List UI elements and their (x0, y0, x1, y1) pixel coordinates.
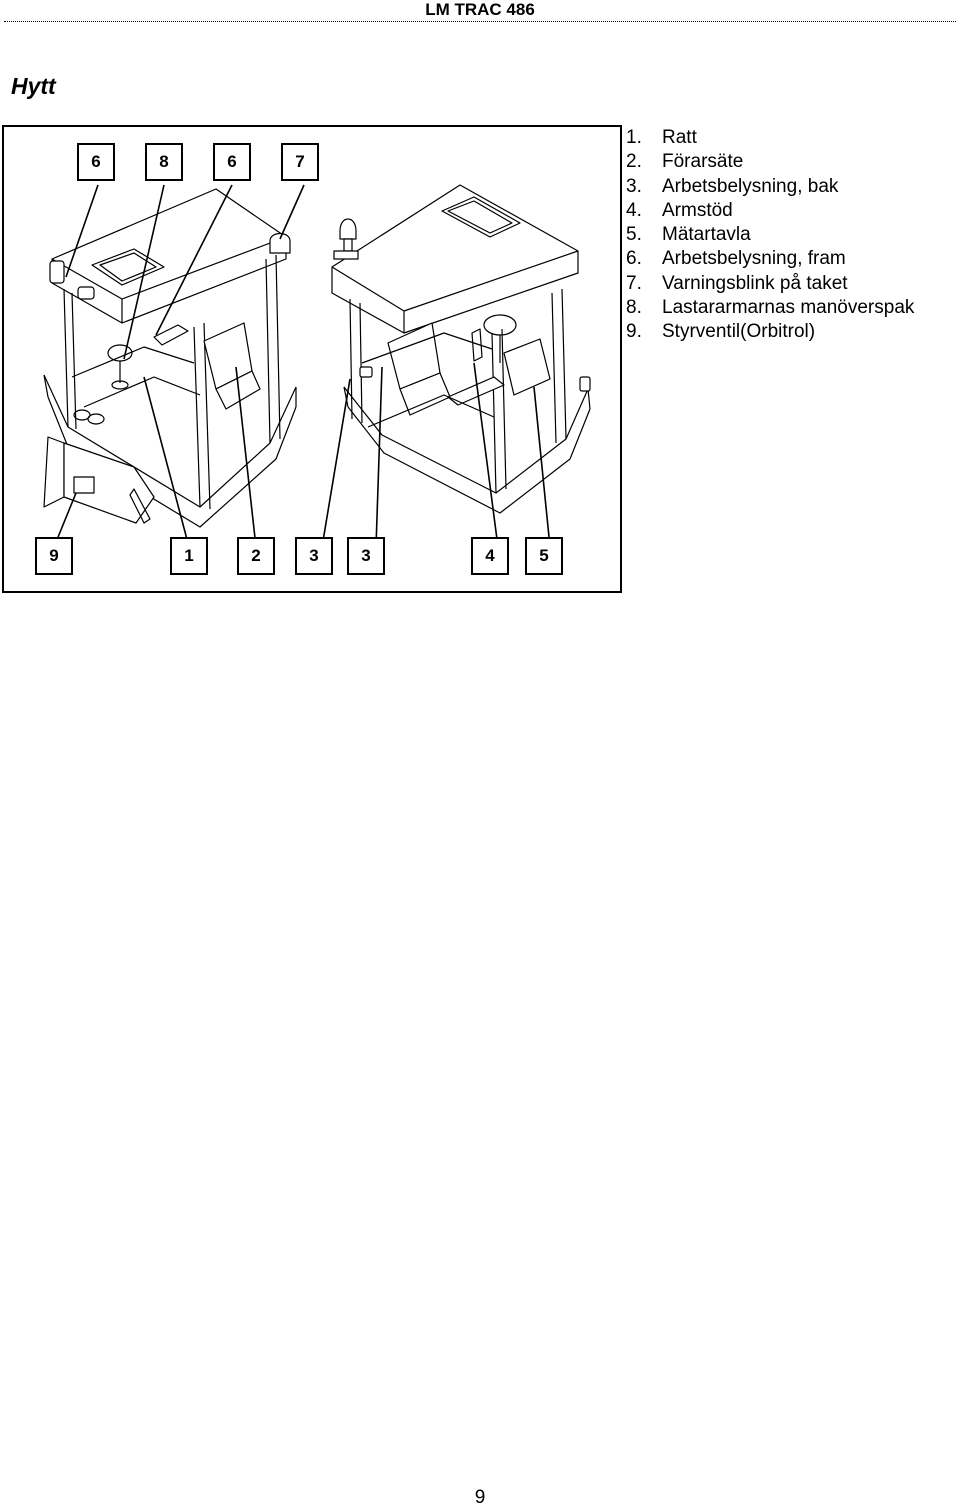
legend-number: 1. (626, 127, 642, 148)
legend-text: Ratt (662, 127, 697, 148)
callout-bottom-3a: 3 (295, 537, 333, 575)
legend-number: 8. (626, 297, 642, 319)
legend-text: Varningsblink på taket (662, 272, 848, 294)
legend-item (626, 223, 956, 247)
document-header-title: LM TRAC 486 (425, 0, 535, 19)
cab-drawing (4, 127, 620, 591)
legend-item (626, 296, 956, 320)
callout-top-6b: 6 (213, 143, 251, 181)
legend-number: 6. (626, 248, 642, 270)
front-cab-drawing (332, 185, 590, 513)
callout-bottom-3b: 3 (347, 537, 385, 575)
legend-text: Mätartavla (662, 224, 751, 246)
legend-number: 2. (626, 151, 642, 173)
legend-item (626, 247, 956, 271)
cab-figure (2, 125, 622, 593)
legend-text: Förarsäte (662, 151, 744, 173)
legend-number: 7. (626, 272, 642, 294)
page-number: 9 (474, 1487, 486, 1508)
legend-number: 3. (626, 175, 642, 197)
section-title: Hytt (11, 73, 56, 99)
callout-bottom-4: 4 (471, 537, 509, 575)
legend-item (626, 272, 956, 296)
legend-item (626, 199, 956, 223)
legend-text: Arbetsbelysning, fram (662, 248, 846, 270)
component-legend (626, 126, 956, 345)
legend-number: 5. (626, 224, 642, 246)
legend-text: Styrventil(Orbitrol) (662, 321, 816, 343)
legend-item (626, 126, 956, 150)
legend-text: Arbetsbelysning, bak (662, 175, 839, 197)
legend-item (626, 320, 956, 344)
header-divider (4, 21, 956, 22)
callout-top-8: 8 (145, 143, 183, 181)
callout-bottom-9: 9 (35, 537, 73, 575)
legend-text: Lastararmarnas manöverspak (662, 297, 915, 319)
callout-bottom-5: 5 (525, 537, 563, 575)
legend-number: 9. (626, 321, 642, 343)
callout-bottom-2: 2 (237, 537, 275, 575)
callout-top-7: 7 (281, 143, 319, 181)
legend-item (626, 150, 956, 174)
legend-number: 4. (626, 199, 642, 221)
callout-bottom-1: 1 (170, 537, 208, 575)
callout-top-6a: 6 (77, 143, 115, 181)
legend-text: Armstöd (662, 199, 733, 221)
legend-item (626, 175, 956, 199)
